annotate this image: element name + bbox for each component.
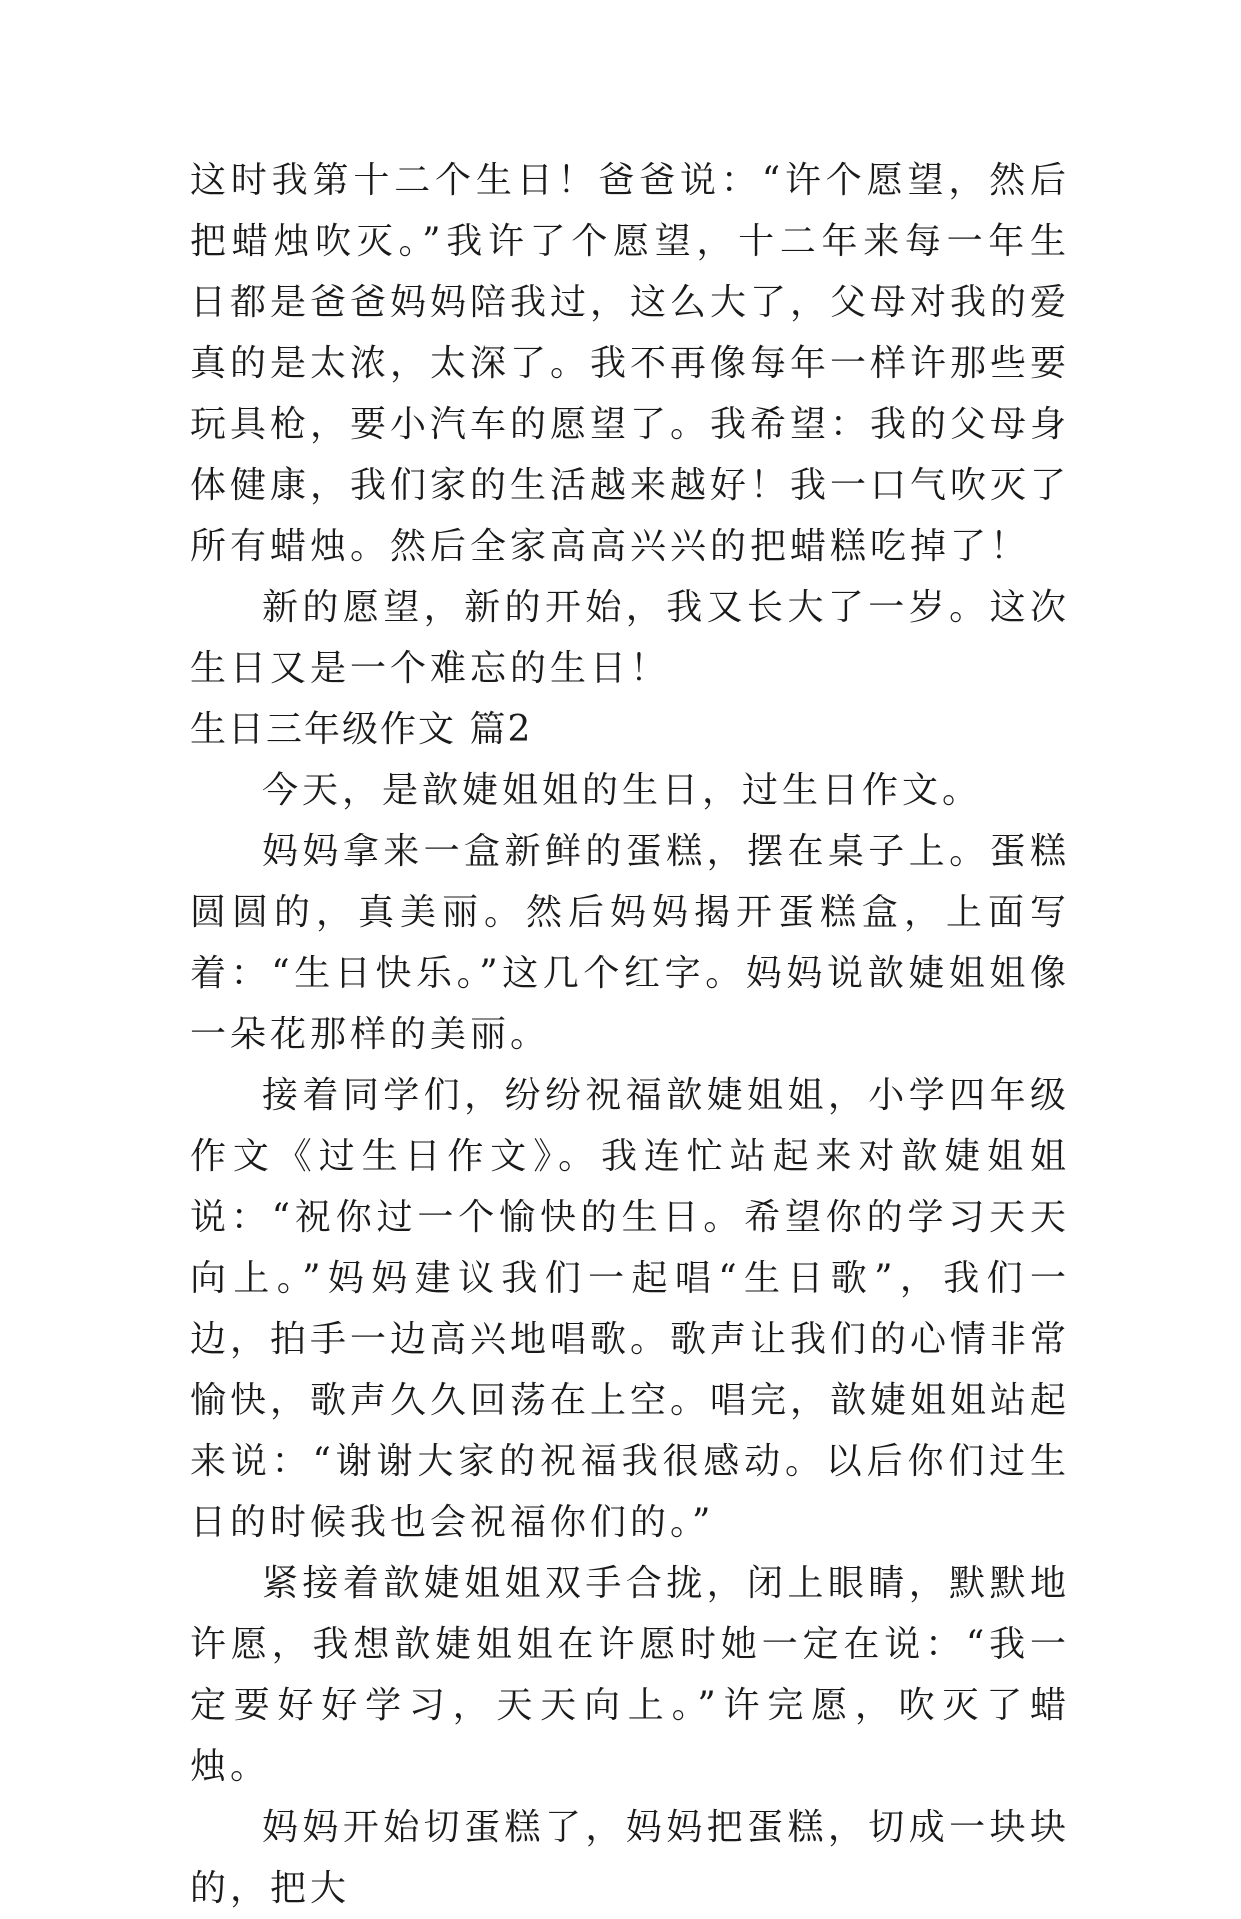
- paragraph-today: 今天，是歆婕姐姐的生日，过生日作文。: [262, 770, 983, 811]
- document-page: [190, 150, 1070, 1919]
- paragraph-new-wish: 新的愿望，新的开始，我又长大了一岁。这次生日又是一个难忘的生日！: [190, 587, 1070, 689]
- paragraph-wish: 紧接着歆婕姐姐双手合拢，闭上眼睛，默默地许愿，我想歆婕姐姐在许愿时她一定在说：“我一定要好好学习，天天向上。”许完愿，吹灭了蜡烛。: [190, 1563, 1070, 1787]
- paragraph-cake: 妈妈拿来一盒新鲜的蛋糕，摆在桌子上。蛋糕圆圆的，真美丽。然后妈妈揭开蛋糕盒，上面写着：“生日快乐。”这几个红字。妈妈说歆婕姐姐像一朵花那样的美丽。: [190, 831, 1070, 1055]
- paragraph-cut-cake: 妈妈开始切蛋糕了，妈妈把蛋糕，切成一块块的，把大: [190, 1807, 1070, 1909]
- section-heading: 生日三年级作文 篇2: [190, 709, 533, 750]
- paragraph-birthday-wish: 这时我第十二个生日！爸爸说：“许个愿望，然后把蜡烛吹灭。”我许了个愿望，十二年来每一年生日都是爸爸妈妈陪我过，这么大了，父母对我的爱真的是太浓，太深了。我不再像每年一样许那些要玩具枪，要小汽车的愿望了。我希望：我的父母身体健康，我们家的生活越来越好！我一口气吹灭了所有蜡烛。然后全家高高兴兴的把蜡糕吃掉了！: [190, 160, 1071, 567]
- paragraph-classmates: 接着同学们，纷纷祝福歆婕姐姐，小学四年级作文《过生日作文》。我连忙站起来对歆婕姐姐说：“祝你过一个愉快的生日。希望你的学习天天向上。”妈妈建议我们一起唱“生日歌”，我们一边，拍手一边高兴地唱歌。歌声让我们的心情非常愉快，歌声久久回荡在上空。唱完，歆婕姐姐站起来说：“谢谢大家的祝福我很感动。以后你们过生日的时候我也会祝福你们的。”: [190, 1075, 1071, 1543]
